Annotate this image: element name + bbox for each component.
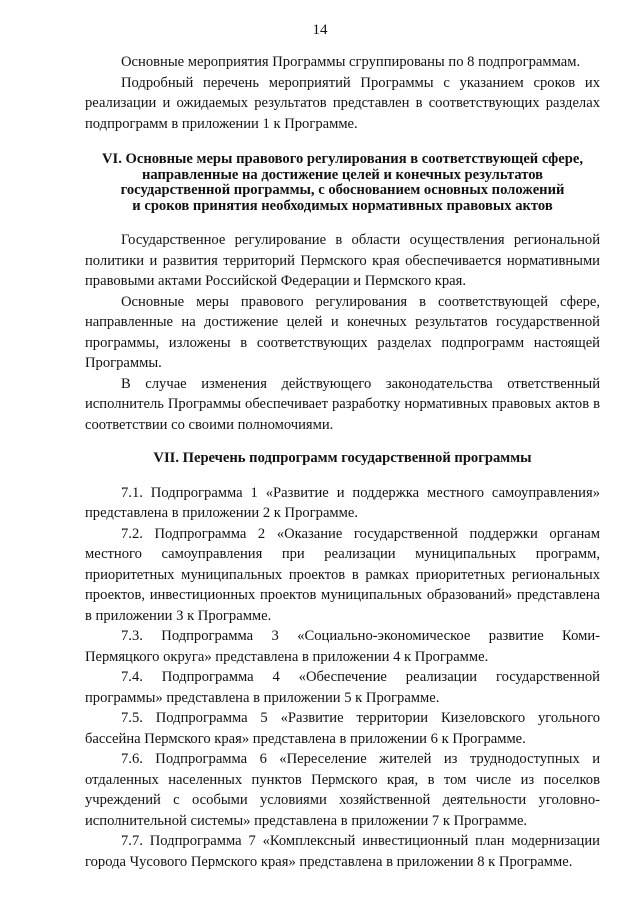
intro-paragraph-1: Основные мероприятия Программы сгруппированы по 8 подпрограммам. xyxy=(121,54,581,70)
section-6-heading xyxy=(85,152,600,214)
section-6-heading-line: и сроков принятия необходимых нормативных правовых актов xyxy=(132,197,553,214)
page-number: 14 xyxy=(312,22,328,38)
section-6-paragraph-1: Государственное регулирование в области осуществления региональной политики и развития территорий Пермского края обеспечивается нормативными правовыми актами Российской Федерации и Пермского края. xyxy=(85,232,600,289)
subprogram-item-7-5: 7.5. Подпрограмма 5 «Развитие территории Кизеловского угольного бассейна Пермского края» представлена в приложении 6 к Программе. xyxy=(85,710,600,747)
subprogram-item-7-4: 7.4. Подпрограмма 4 «Обеспечение реализации государственной программы» представлена в приложении 5 к Программе. xyxy=(85,669,600,706)
section-6-heading-line: государственной программы, с обоснованием основных положений xyxy=(120,182,565,198)
section-7-heading: VII. Перечень подпрограмм государственной программы xyxy=(153,450,532,466)
subprogram-item-7-6: 7.6. Подпрограмма 6 «Переселение жителей из труднодоступных и отдаленных населенных пунктов Пермского края, в том числе из поселков учреждений с особыми условиями хозяйственной деятельности уголовно-исполнительной системы» представлена в приложении 7 к Программе. xyxy=(85,751,600,829)
section-6-paragraph-2: Основные меры правового регулирования в соответствующей сфере, направленные на достижение целей и конечных результатов государственной программы, изложены в соответствующих разделах подпрограмм настоящей Программы. xyxy=(85,293,600,371)
page-content xyxy=(85,52,600,872)
section-6-heading-line: VI. Основные меры правового регулирования в соответствующей сфере, xyxy=(102,151,583,167)
subprogram-item-7-3: 7.3. Подпрограмма 3 «Социально-экономическое развитие Коми-Пермяцкого округа» представлена в приложении 4 к Программе. xyxy=(85,628,600,665)
section-6-heading-line: направленные на достижение целей и конечных результатов xyxy=(141,166,544,183)
intro-paragraph-2: Подробный перечень мероприятий Программы с указанием сроков их реализации и ожидаемых результатов представлен в соответствующих разделах подпрограмм в приложении 1 к Программе. xyxy=(85,74,600,132)
subprogram-item-7-1: 7.1. Подпрограмма 1 «Развитие и поддержка местного самоуправления» представлена в приложении 2 к Программе. xyxy=(85,484,600,521)
section-6-paragraph-3: В случае изменения действующего законодательства ответственный исполнитель Программы обеспечивает разработку нормативных правовых актов в соответствии со своими полномочиями. xyxy=(85,375,600,433)
subprogram-item-7-7: 7.7. Подпрограмма 7 «Комплексный инвестиционный план модернизации города Чусового Пермского края» представлена в приложении 8 к Программе. xyxy=(85,833,600,870)
subprogram-item-7-2: 7.2. Подпрограмма 2 «Оказание государственной поддержки органам местного самоуправления при реализации муниципальных программ, приоритетных муниципальных проектов в рамках приоритетных региональных проектов, инвестиционных проектов муниципальных образований» представлена в приложении 3 к Программе. xyxy=(85,525,600,624)
